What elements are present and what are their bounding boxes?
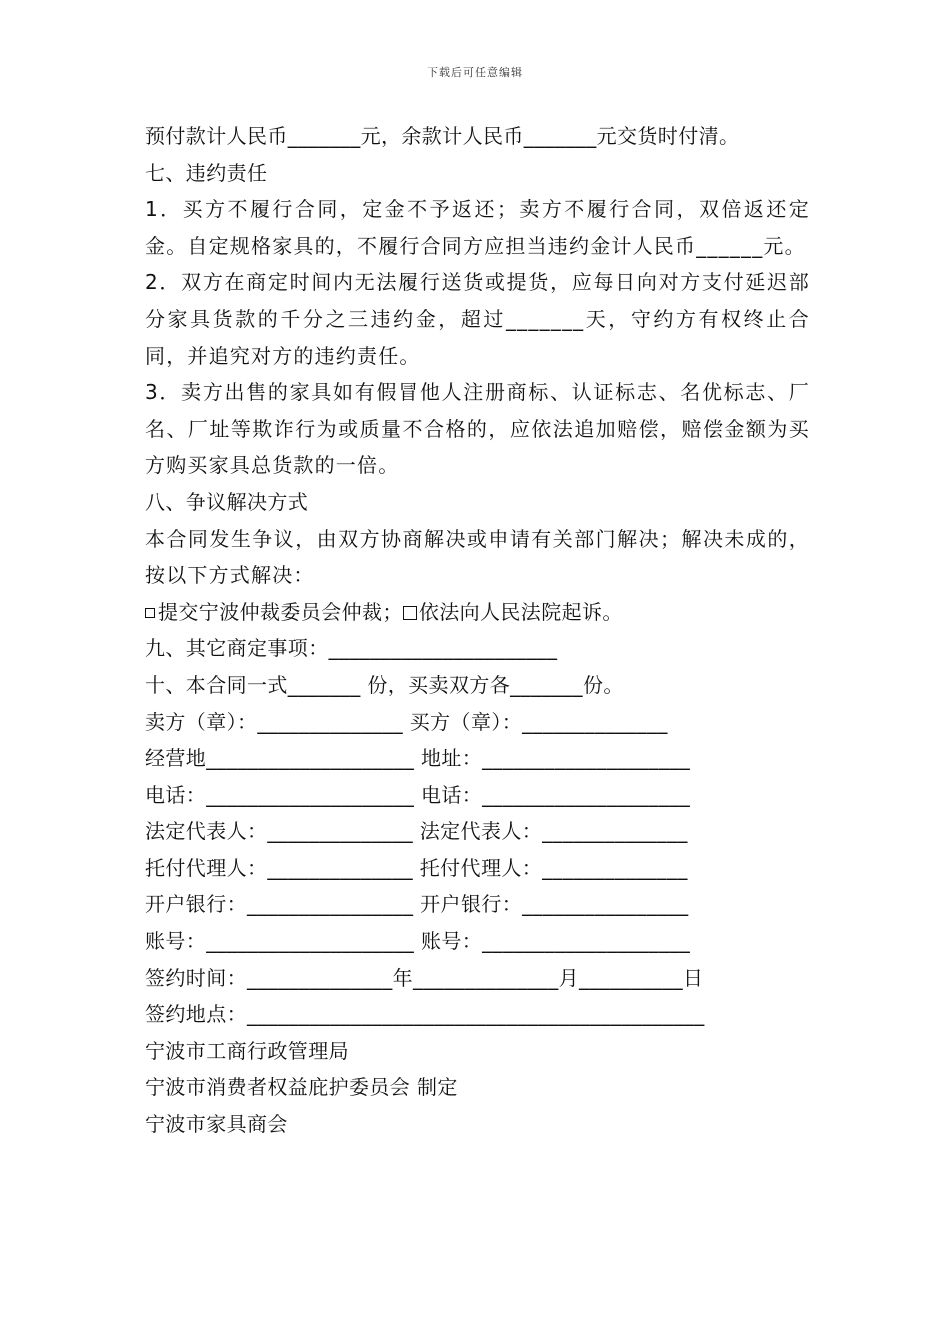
dispute-clause: 本合同发生争议，由双方协商解决或申请有关部门解决；解决未成的，按以下方式解决：	[145, 526, 810, 588]
seal-line: 卖方（章）：______________ 买方（章）：______________	[145, 709, 668, 734]
phone-line: 电话：____________________ 电话：____________________	[145, 782, 691, 807]
section-other-matters: 九、其它商定事项：______________________	[145, 636, 558, 661]
payment-line: 预付款计人民币_______元，余款计人民币_______元交货时付清。	[145, 124, 740, 148]
section-heading-breach: 七、违约责任	[145, 160, 268, 185]
address-line: 经营地____________________ 地址：____________________	[145, 746, 691, 771]
issuer-consumer-committee: 宁波市消费者权益庇护委员会 制定	[145, 1075, 458, 1100]
court-option-label: 依法向人民法院起诉。	[418, 599, 623, 624]
contract-body	[145, 118, 810, 1143]
signing-date-line: 签约时间：______________年______________月__________日	[145, 965, 704, 990]
breach-clause-1: 1．买方不履行合同，定金不予返还；卖方不履行合同，双倍返还定金。自定规格家具的，不履行合同方应担当违约金计人民币______元。	[145, 197, 810, 258]
court-checkbox[interactable]	[403, 606, 417, 620]
signing-place-line: 签约地点：____________________________________________	[145, 1002, 705, 1027]
bank-line: 开户银行：________________ 开户银行：________________	[145, 892, 689, 917]
arbitration-option-label: 提交宁波仲裁委员会仲裁；	[158, 599, 403, 624]
legal-representative-line: 法定代表人：______________ 法定代表人：______________	[145, 819, 688, 844]
breach-clause-3: 3．卖方出售的家具如有假冒他人注册商标、认证标志、名优标志、厂名、厂址等欺诈行为或质量不合格的，应依法追加赔偿，赔偿金额为买方购买家具总货款的一倍。	[145, 380, 810, 478]
page-header-note: 下载后可任意编辑	[427, 66, 523, 79]
account-line: 账号：____________________ 账号：____________________	[145, 929, 691, 954]
issuer-furniture-chamber: 宁波市家具商会	[145, 1112, 288, 1137]
issuer-aic: 宁波市工商行政管理局	[145, 1038, 349, 1063]
arbitration-checkbox[interactable]	[145, 608, 155, 618]
dispute-options	[145, 594, 810, 631]
section-heading-dispute: 八、争议解决方式	[145, 489, 309, 514]
section-copies: 十、本合同一式_______ 份，买卖双方各_______份。	[145, 672, 624, 697]
breach-clause-2: 2．双方在商定时间内无法履行送货或提货，应每日向对方支付延迟部分家具货款的千分之三违约金，超过_______天，守约方有权终止合同，并追究对方的违约责任。	[145, 270, 810, 368]
agent-line: 托付代理人：______________ 托付代理人：______________	[145, 855, 688, 880]
